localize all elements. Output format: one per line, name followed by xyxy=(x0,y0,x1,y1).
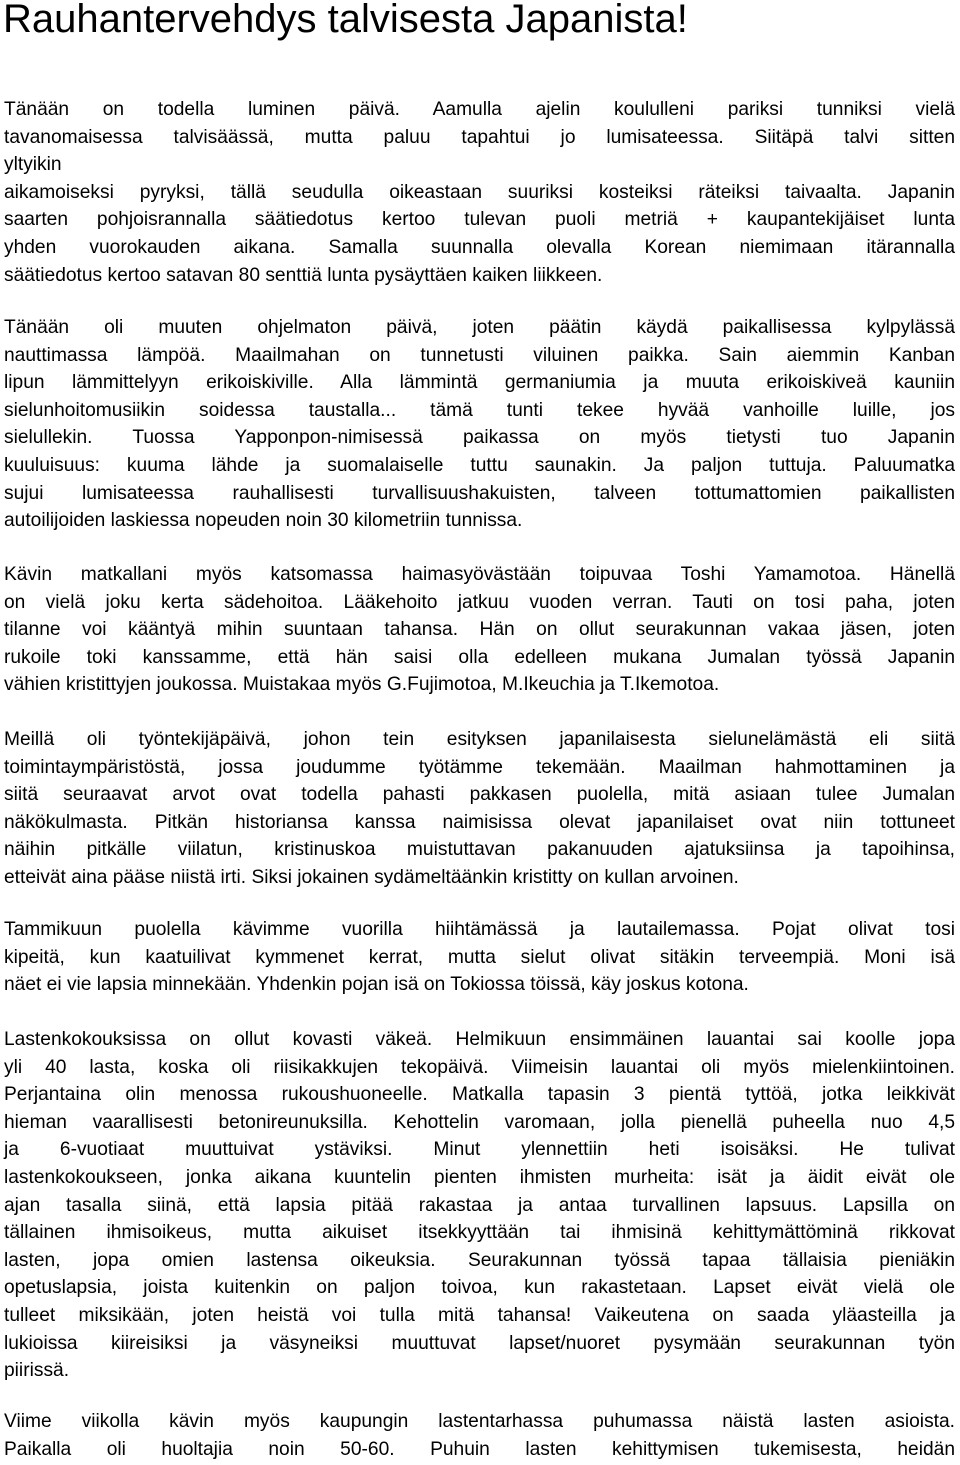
text-line: sujui lumisateessa rauhallisesti turvallisuushakuisten, talveen tottumattomien paikallisten xyxy=(4,482,955,504)
text-line: siitä seuraavat arvot ovat todella pahasti pakkasen puolella, mitä asiaan tulee Jumalan xyxy=(4,784,955,806)
text-line: Tammikuun puolella kävimme vuorilla hiihtämässä ja lautailemassa. Pojat olivat tosi xyxy=(4,919,955,940)
text-line: piirissä. xyxy=(4,1360,70,1382)
text-line: Tänään oli muuten ohjelmaton päivä, joten päätin käydä paikallisessa kylpylässä xyxy=(4,317,955,338)
text-line: vähien kristittyjen joukossa. Muistakaa myös G.Fujimotoa, M.Ikeuchia ja T.Ikemotoa. xyxy=(4,674,720,696)
text-line: lukioissa kiireisiksi ja väsyneiksi muuttuvat lapset/nuoret pysymään seurakunnan työn xyxy=(4,1332,955,1354)
paragraph-6 xyxy=(4,1026,955,1385)
text-line: Kävin matkallani myös katsomassa haimasyövästään toipuvaa Toshi Yamamotoa. Hänellä xyxy=(4,564,955,585)
text-line: tulleet miksikään, joten heistä voi tulla mitä tahansa! Vaikeutena on saada yläasteilla ja xyxy=(4,1304,955,1326)
text-line: Perjantaina olin menossa rukoushuoneelle. Matkalla tapasin 3 pientä tyttöä, jotka leikkivät xyxy=(4,1084,955,1106)
text-line: Paikalla oli huoltajia noin 50-60. Puhuin lasten kehittymisen tukemisesta, heidän xyxy=(4,1438,955,1460)
text-line: toimintaympäristöstä, jossa joudumme työtämme tekemään. Maailman hahmottaminen ja xyxy=(4,756,955,778)
page-title: Rauhantervehdys talvisesta Japanista! xyxy=(3,0,688,41)
text-line: lastenkokoukseen, jonka aikana kuuntelin pienten ihmisten murheita: isät ja äidit eivät ole xyxy=(4,1166,955,1188)
text-line: opetuslapsia, joista kuitenkin on paljon toivoa, kun rakastetaan. Lapset eivät vielä ole xyxy=(4,1277,955,1299)
text-line: Meillä oli työntekijäpäivä, johon tein esityksen japanilaisesta sielunelämästä eli siitä xyxy=(4,729,955,750)
text-line: yhden vuorokauden aikana. Samalla suunnalla olevalla Korean niemimaan itärannalla xyxy=(4,236,955,258)
text-line: sielullekin. Tuossa Yapponpon-nimisessä paikassa on myös tietysti tuo Japanin xyxy=(4,427,955,449)
text-line: Lastenkokouksissa on ollut kovasti väkeä. Helmikuun ensimmäinen lauantai sai koolle jopa xyxy=(4,1029,955,1050)
text-line: yli 40 lasta, koska oli riisikakkujen tekopäivä. Viimeisin lauantai oli myös mielenkiintoinen. xyxy=(4,1056,955,1078)
text-line: Tänään on todella luminen päivä. Aamulla ajelin koululleni pariksi tunniksi vielä xyxy=(4,99,955,120)
paragraph-1 xyxy=(4,96,955,289)
text-line: ajan tasalla siinä, että lapsia pitää rakastaa ja antaa turvallinen lapsuus. Lapsilla on xyxy=(4,1194,955,1216)
text-line: tilanne voi kääntyä mihin suuntaan tahansa. Hän on ollut seurakunnan vakaa jäsen, joten xyxy=(4,619,955,641)
text-line: näet ei vie lapsia minnekään. Yhdenkin pojan isä on Tokiossa töissä, käy joskus kotona. xyxy=(4,974,749,996)
paragraph-7 xyxy=(4,1408,955,1463)
text-line: etteivät aina pääse niistä irti. Siksi jokainen sydämeltäänkin kristitty on kullan arvoinen. xyxy=(4,866,739,888)
text-line: yltyikin xyxy=(4,154,62,176)
text-line: lasten, jopa omien lastensa oikeuksia. Seurakunnan työssä tapaa tällaisia pieniäkin xyxy=(4,1249,955,1271)
text-line: saarten pohjoisrannalla säätiedotus kertoo tulevan puoli metriä + kaupantekijäiset lunta xyxy=(4,209,955,231)
paragraph-5 xyxy=(4,916,955,999)
paragraph-4 xyxy=(4,726,955,892)
text-line: hieman vaarallisesti betonireunuksilla. Kehottelin varomaan, jolla pienellä puheella nuo 4,5 xyxy=(4,1111,955,1133)
text-line: kuuluisuus: kuuma lähde ja suomalaiselle tuttu saunakin. Ja paljon tuttuja. Paluumatka xyxy=(4,454,955,476)
text-line: ja 6-vuotiaat muuttuivat ystäviksi. Minut ylennettiin heti isoisäksi. He tulivat xyxy=(4,1139,955,1161)
text-line: Viime viikolla kävin myös kaupungin lastentarhassa puhumassa näistä lasten asioista. xyxy=(4,1411,955,1432)
text-line: tällainen ihmisoikeus, mutta aikuiset itsekkyyttään tai ihmisinä kehittymättöminä rikkovat xyxy=(4,1222,955,1244)
text-line: kipeitä, kun kaatuilivat kymmenet kerrat, mutta sielut olivat sitäkin terveempiä. Moni isä xyxy=(4,946,955,968)
text-line: säätiedotus kertoo satavan 80 senttiä lunta pysäyttäen kaiken liikkeen. xyxy=(4,264,603,286)
text-line: sielunhoitomusiikin soidessa taustalla... tämä tunti tekee hyvää vanhoille luille, jos xyxy=(4,399,955,421)
text-line: tavanomaisessa talvisäässä, mutta paluu tapahtui jo lumisateessa. Siitäpä talvi sitten xyxy=(4,126,955,148)
text-line: näihin pitkälle viilatun, kristinuskoa muistuttavan pakanuuden ajatuksiinsa ja tapoihinsa, xyxy=(4,839,955,861)
text-line: aikamoiseksi pyryksi, tällä seudulla oikeastaan suuriksi kosteiksi räteiksi taivaalta. Japanin xyxy=(4,181,955,203)
text-line: on vielä joku kerta sädehoitoa. Lääkehoito jatkuu vuoden verran. Tauti on tosi paha, joten xyxy=(4,591,955,613)
text-line: näkökulmasta. Pitkän historiansa kanssa naimisissa olevat japanilaiset ovat niin tottuneet xyxy=(4,811,955,833)
text-line: rukoile toki kanssamme, että hän saisi olla edelleen mukana Jumalan työssä Japanin xyxy=(4,646,955,668)
text-line: nauttimassa lämpöä. Maailmahan on tunnetusti viluinen paikka. Sain aiemmin Kanban xyxy=(4,344,955,366)
paragraph-3 xyxy=(4,561,955,699)
text-line: autoilijoiden laskiessa nopeuden noin 30 kilometriin tunnissa. xyxy=(4,510,523,532)
paragraph-2 xyxy=(4,314,955,535)
text-line: lipun lämmittelyyn erikoiskiville. Alla lämmintä germaniumia ja muuta erikoiskiveä kauniin xyxy=(4,372,955,394)
